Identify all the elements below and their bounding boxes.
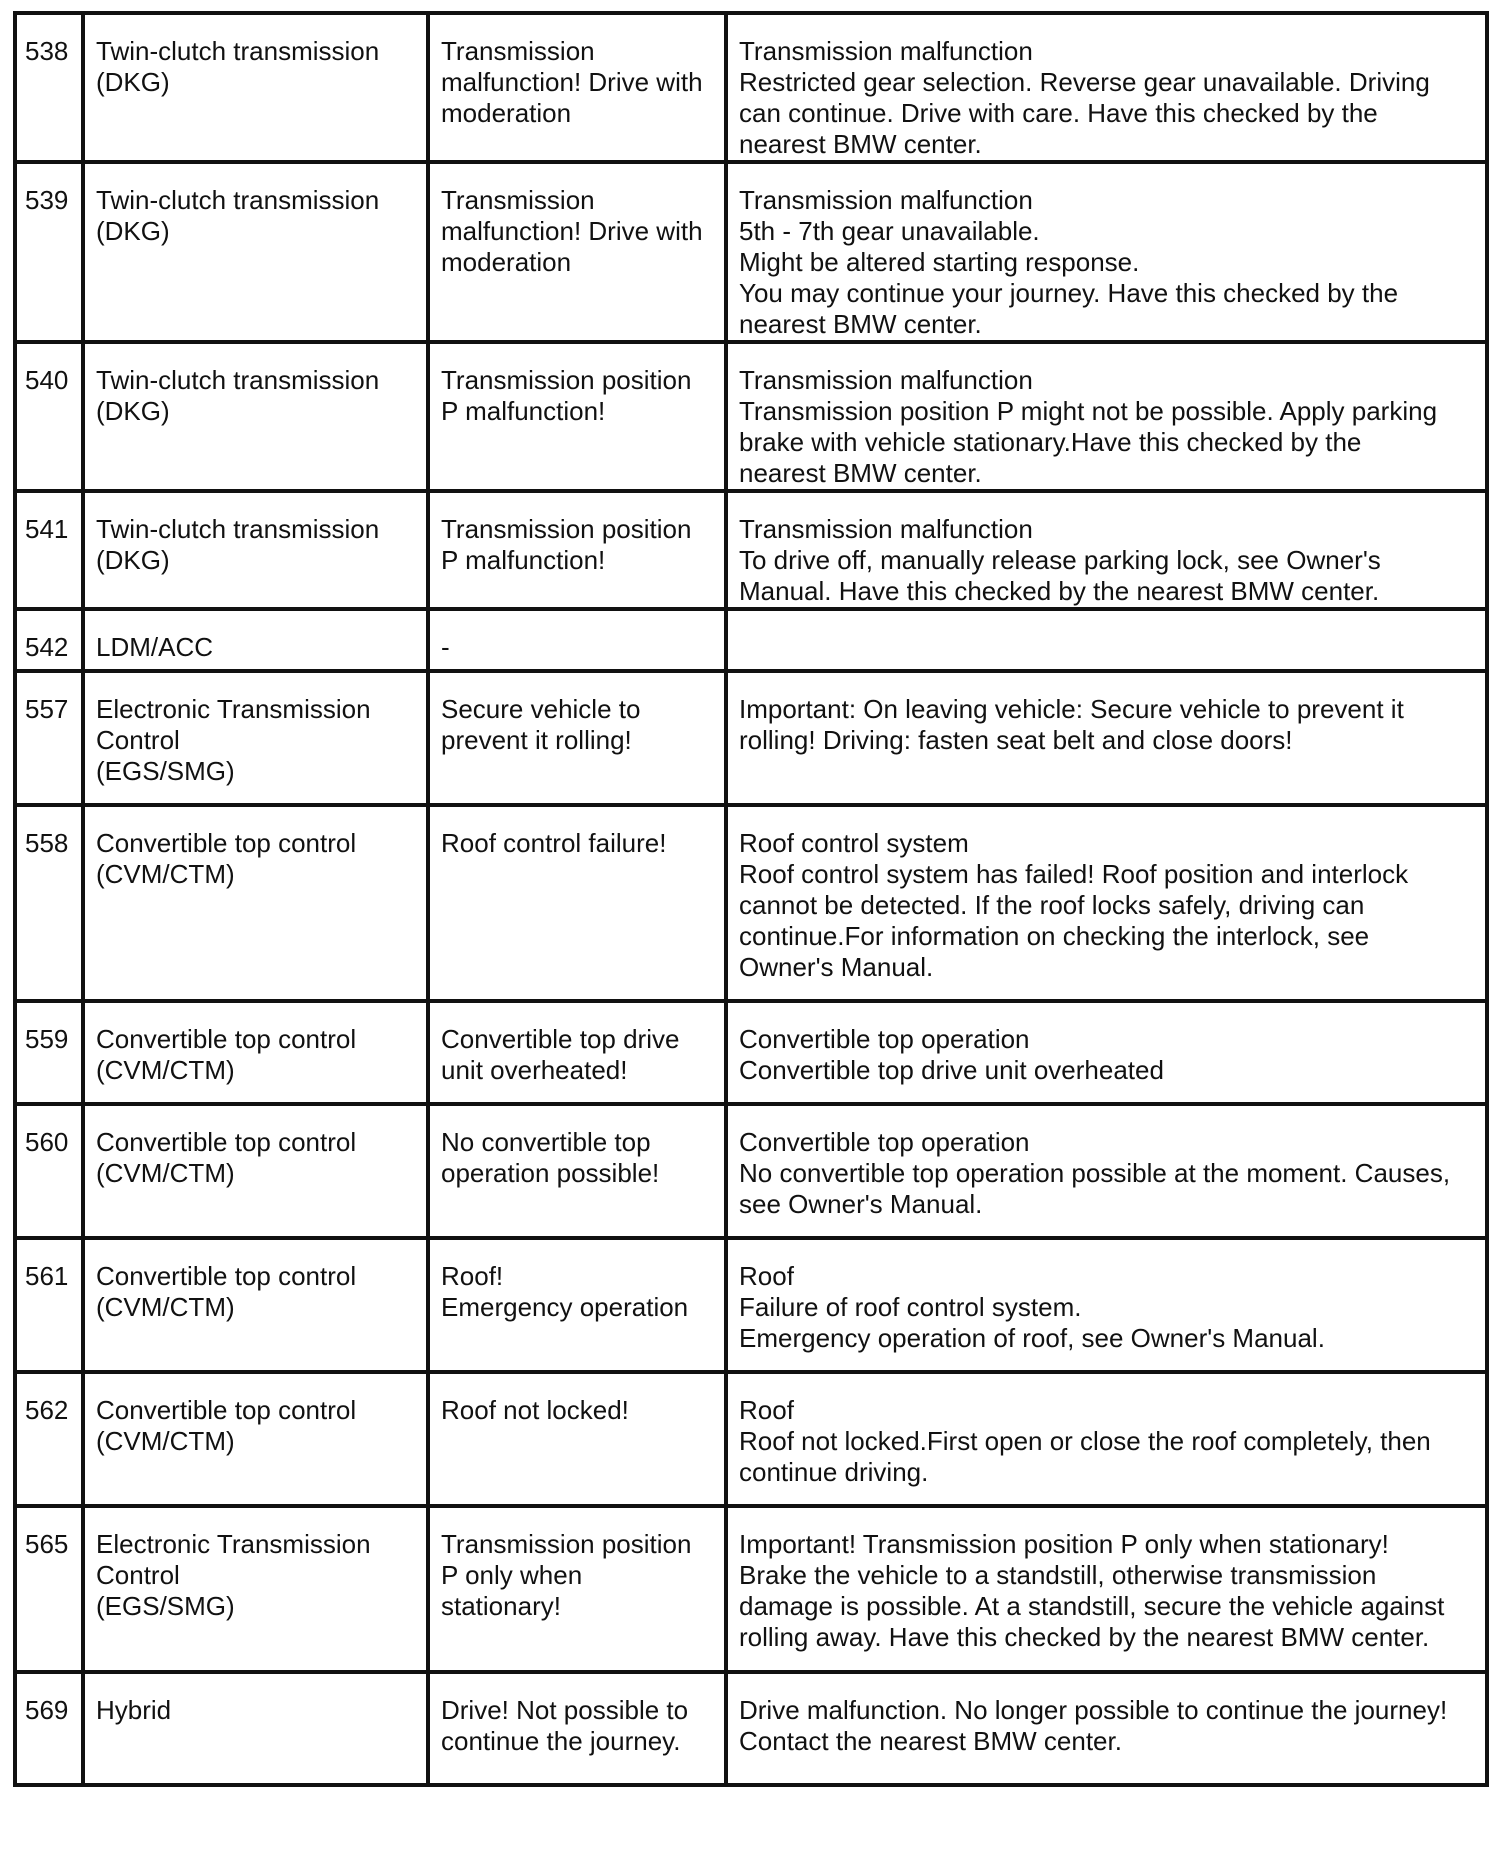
display-message: Transmission position P only when stationary!: [428, 1506, 726, 1672]
table-row: [15, 342, 1487, 491]
table-row: [15, 1104, 1487, 1238]
system-name: Hybrid: [83, 1672, 428, 1785]
message-number: 560: [15, 1104, 83, 1238]
display-message: No convertible top operation possible!: [428, 1104, 726, 1238]
display-message: Roof not locked!: [428, 1372, 726, 1506]
system-name: Electronic Transmission Control (EGS/SMG): [83, 671, 428, 805]
display-message: -: [428, 609, 726, 671]
message-number: 558: [15, 805, 83, 1001]
table-row: [15, 1372, 1487, 1506]
system-name: Convertible top control (CVM/CTM): [83, 805, 428, 1001]
display-message: Roof! Emergency operation: [428, 1238, 726, 1372]
display-message: Transmission position P malfunction!: [428, 342, 726, 491]
message-number: 562: [15, 1372, 83, 1506]
message-number: 565: [15, 1506, 83, 1672]
message-number: 541: [15, 491, 83, 609]
display-message: Convertible top drive unit overheated!: [428, 1001, 726, 1104]
display-message: Roof control failure!: [428, 805, 726, 1001]
message-number: 561: [15, 1238, 83, 1372]
system-name: Convertible top control (CVM/CTM): [83, 1372, 428, 1506]
message-number: 557: [15, 671, 83, 805]
message-number: 542: [15, 609, 83, 671]
display-message: Transmission malfunction! Drive with moderation: [428, 162, 726, 342]
system-name: Convertible top control (CVM/CTM): [83, 1104, 428, 1238]
system-name: Twin-clutch transmission (DKG): [83, 491, 428, 609]
message-details: Important! Transmission position P only when stationary! Brake the vehicle to a standstill, otherwise transmission damage is possible. At a standstill, secure the vehicle against rolling away. Have this checked by the nearest BMW center.: [726, 1506, 1487, 1672]
table-row: [15, 491, 1487, 609]
message-number: 569: [15, 1672, 83, 1785]
system-name: Electronic Transmission Control (EGS/SMG): [83, 1506, 428, 1672]
system-name: Twin-clutch transmission (DKG): [83, 162, 428, 342]
display-message: Drive! Not possible to continue the journey.: [428, 1672, 726, 1785]
system-name: Convertible top control (CVM/CTM): [83, 1001, 428, 1104]
table-row: [15, 1672, 1487, 1785]
table-row: [15, 1001, 1487, 1104]
message-details: Convertible top operation Convertible top drive unit overheated: [726, 1001, 1487, 1104]
table-row: [15, 1238, 1487, 1372]
message-details: Roof control system Roof control system has failed! Roof position and interlock cannot be detected. If the roof locks safely, driving can continue.For information on checking the interlock, see Owner's Manual.: [726, 805, 1487, 1001]
message-number: 538: [15, 13, 83, 162]
system-name: LDM/ACC: [83, 609, 428, 671]
system-name: Twin-clutch transmission (DKG): [83, 342, 428, 491]
message-number: 540: [15, 342, 83, 491]
table-row: [15, 671, 1487, 805]
message-details: Roof Failure of roof control system. Emergency operation of roof, see Owner's Manual.: [726, 1238, 1487, 1372]
message-details: Roof Roof not locked.First open or close the roof completely, then continue driving.: [726, 1372, 1487, 1506]
message-details: Transmission malfunction 5th - 7th gear unavailable. Might be altered starting response. You may continue your journey. Have this checked by the nearest BMW center.: [726, 162, 1487, 342]
check-control-table: [13, 11, 1489, 1787]
message-details: Drive malfunction. No longer possible to continue the journey! Contact the nearest BMW center.: [726, 1672, 1487, 1785]
message-details: Transmission malfunction Transmission position P might not be possible. Apply parking brake with vehicle stationary.Have this checked by the nearest BMW center.: [726, 342, 1487, 491]
table-row: [15, 162, 1487, 342]
display-message: Transmission position P malfunction!: [428, 491, 726, 609]
message-details: Transmission malfunction To drive off, manually release parking lock, see Owner's Manual. Have this checked by the nearest BMW center.: [726, 491, 1487, 609]
display-message: Transmission malfunction! Drive with moderation: [428, 13, 726, 162]
table-row: [15, 609, 1487, 671]
message-details: Transmission malfunction Restricted gear selection. Reverse gear unavailable. Driving can continue. Drive with care. Have this checked by the nearest BMW center.: [726, 13, 1487, 162]
system-name: Twin-clutch transmission (DKG): [83, 13, 428, 162]
message-details: Convertible top operation No convertible top operation possible at the moment. Causes, see Owner's Manual.: [726, 1104, 1487, 1238]
message-number: 559: [15, 1001, 83, 1104]
table-row: [15, 1506, 1487, 1672]
table-row: [15, 805, 1487, 1001]
table-body: [15, 13, 1487, 1785]
message-details: Important: On leaving vehicle: Secure vehicle to prevent it rolling! Driving: fasten seat belt and close doors!: [726, 671, 1487, 805]
display-message: Secure vehicle to prevent it rolling!: [428, 671, 726, 805]
system-name: Convertible top control (CVM/CTM): [83, 1238, 428, 1372]
message-details: [726, 609, 1487, 671]
message-number: 539: [15, 162, 83, 342]
table-row: [15, 13, 1487, 162]
